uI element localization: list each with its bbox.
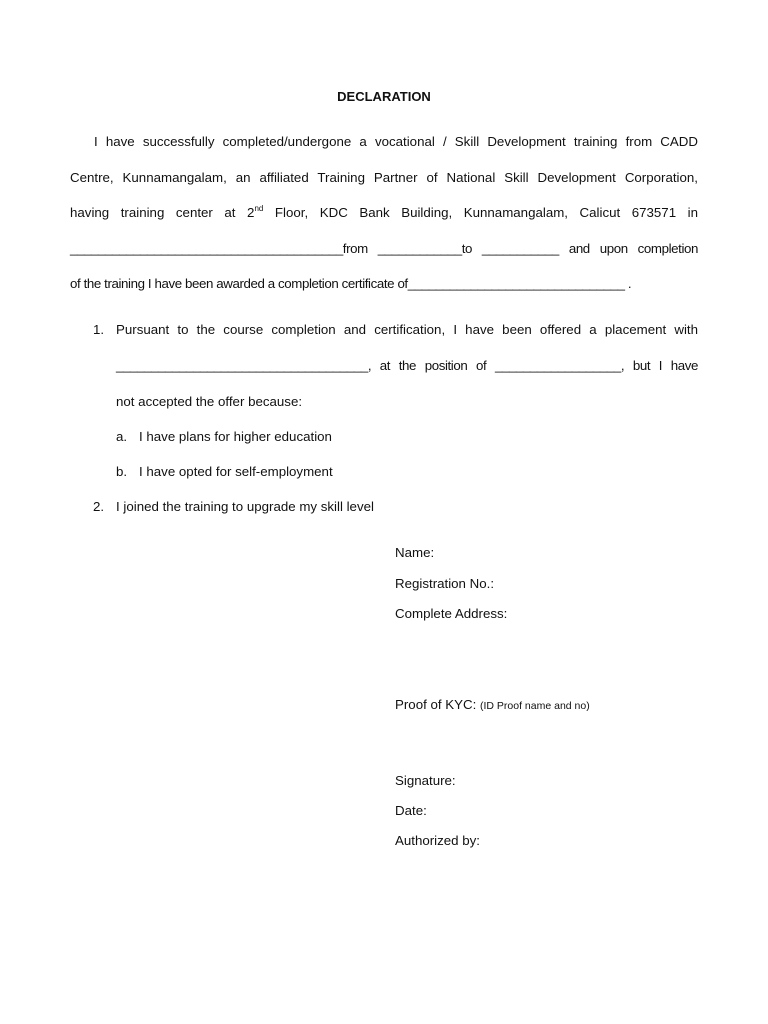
kyc-hint: (ID Proof name and no)	[480, 700, 590, 712]
name-label: Name:	[395, 545, 435, 560]
paragraph-line-1: I have successfully completed/undergone a vocational / Skill Development training from CADD	[94, 134, 698, 149]
list-item-1-line-3: not accepted the offer because:	[116, 394, 303, 409]
registration-label: Registration No.:	[395, 576, 495, 591]
list-item-number: 1.	[93, 322, 105, 337]
sub-item-self-employment: I have opted for self-employment	[139, 464, 333, 479]
list-item-number: 2.	[93, 499, 105, 514]
sub-item-higher-education: I have plans for higher education	[139, 429, 332, 444]
kyc-label-text: Proof of KYC:	[395, 697, 480, 712]
paragraph-line-2: Centre, Kunnamangalam, an affiliated Training Partner of National Skill Development Corporation,	[70, 170, 698, 185]
paragraph-line-3-start: having training center at 2	[70, 205, 255, 220]
paragraph-line-3	[70, 204, 698, 222]
kyc-label	[395, 696, 590, 715]
ordinal-suffix: nd	[254, 204, 264, 213]
list-item-2-text: I joined the training to upgrade my skill level	[116, 499, 374, 514]
sub-item-marker: b.	[116, 464, 128, 479]
list-item-1-line-1: Pursuant to the course completion and certification, I have been offered a placement with	[116, 322, 698, 337]
address-label: Complete Address:	[395, 606, 508, 621]
sub-item-marker: a.	[116, 429, 128, 444]
signature-label: Signature:	[395, 773, 456, 788]
page-title: DECLARATION	[337, 89, 431, 104]
paragraph-line-5: of the training I have been awarded a completion certificate of_______________________________ .	[70, 276, 632, 291]
date-label: Date:	[395, 803, 427, 818]
list-item-1-line-2: ____________________________________, at the position of __________________, but I have	[116, 358, 698, 373]
paragraph-line-3-end: Floor, KDC Bank Building, Kunnamangalam, Calicut 673571 in	[263, 205, 699, 220]
authorized-by-label: Authorized by:	[395, 833, 481, 848]
paragraph-line-4: _______________________________________from ____________to ___________ and upon completion	[70, 241, 698, 256]
